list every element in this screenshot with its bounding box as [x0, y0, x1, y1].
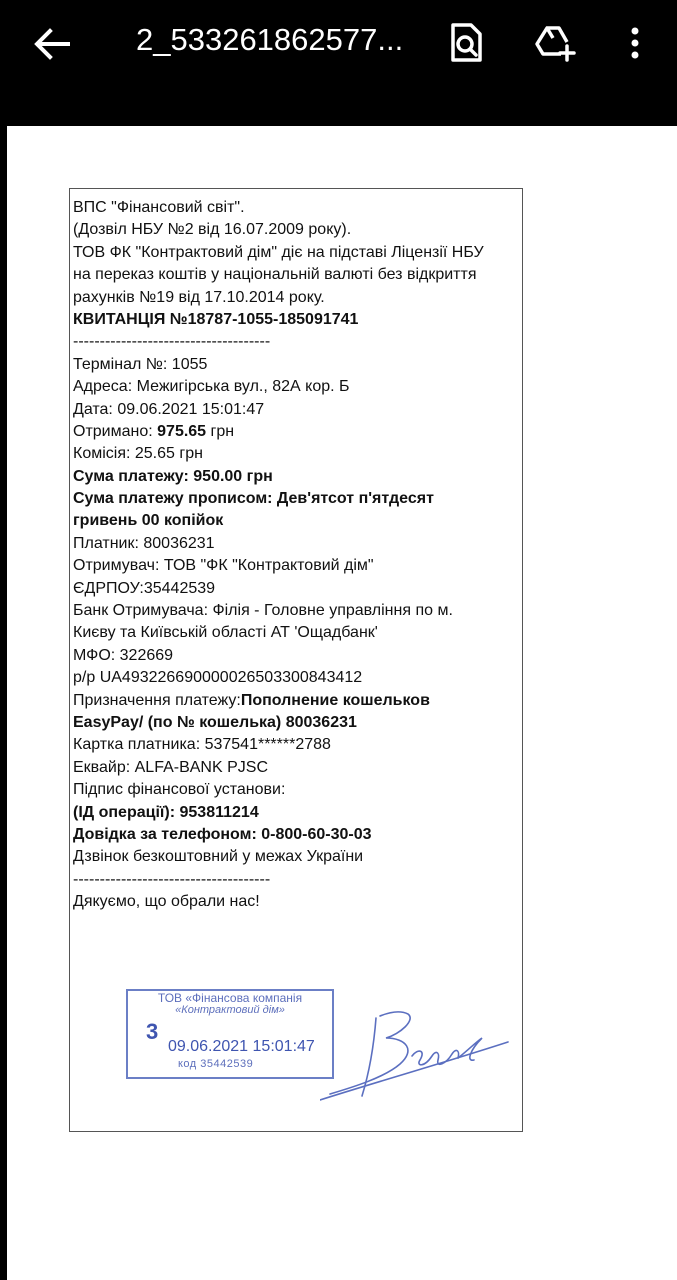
receipt-line: Адреса: Межигірська вул., 82А кор. Б — [73, 378, 350, 396]
receipt-line: гривень 00 копійок — [73, 512, 224, 530]
receipt-line: Отримувач: ТОВ "ФК "Контрактовий дім" — [73, 557, 374, 575]
receipt-line: МФО: 322669 — [73, 646, 174, 664]
receipt-line: ЄДРПОУ:35442539 — [73, 579, 216, 597]
find-in-document-button[interactable] — [446, 22, 486, 64]
receipt-line-part: Отримано: — [73, 422, 158, 440]
receipt-line: Сума платежу прописом: Дев'ятсот п'ятдесят — [73, 490, 434, 508]
more-vert-icon — [620, 22, 650, 64]
receipt-line: Картка платника: 537541******2788 — [73, 736, 331, 754]
receipt-line — [73, 421, 521, 443]
receipt-line-part: грн — [206, 422, 235, 440]
receipt-line: Підпис фінансової установи: — [73, 781, 286, 799]
receipt-line: рахунків №19 від 17.10.2014 року. — [73, 288, 325, 306]
receipt-line: на переказ коштів у національній валюті без відкриття — [73, 266, 477, 284]
add-to-drive-button[interactable] — [533, 22, 573, 64]
receipt-line: ------------------------------------- — [73, 870, 271, 888]
receipt-line: Києву та Київській області АТ 'Ощадбанк' — [73, 624, 378, 642]
stamp-org-line1: ТОВ «Фінансова компанія — [157, 991, 303, 1005]
receipt-line: (Дозвіл НБУ №2 від 16.07.2009 року). — [73, 221, 352, 239]
receipt-line: Платник: 80036231 — [73, 534, 215, 552]
company-stamp — [126, 989, 334, 1079]
stamp-org-line2: «Контрактовий дім» — [175, 1004, 285, 1016]
receipt-line: Довідка за телефоном: 0-800-60-30-03 — [73, 825, 372, 843]
receipt-line — [73, 690, 521, 712]
receipt-line: Дзвінок безкоштовний у межах України — [73, 848, 364, 866]
more-options-button[interactable] — [620, 22, 650, 64]
receipt-line: Термінал №: 1055 — [73, 355, 208, 373]
receipt-line: ВПС "Фінансовий світ". — [73, 199, 245, 216]
receipt-line: КВИТАНЦІЯ №18787-1055-185091741 — [73, 310, 359, 328]
document-page — [69, 188, 523, 1132]
receipt-line: Банк Отримувача: Філія - Головне управління по м. — [73, 602, 453, 620]
receipt-line: Сума платежу: 950.00 грн — [73, 467, 273, 485]
receipt-line: (ІД операції): 953811214 — [73, 803, 259, 821]
receipt-text — [73, 197, 521, 914]
receipt-line: р/р UA493226690000026503300843412 — [73, 669, 363, 687]
receipt-line: ТОВ ФК "Контрактовий дім" діє на підставі Ліцензії НБУ — [73, 243, 484, 261]
document-title: 2_533261862577... — [136, 22, 404, 57]
receipt-line-part: Пополнение кошельков — [240, 691, 430, 709]
receipt-line: Еквайр: ALFA-BANK PJSC — [73, 758, 268, 776]
add-to-drive-icon — [533, 22, 577, 64]
document-viewer[interactable] — [7, 126, 677, 1280]
receipt-line-part: Призначення платежу: — [73, 691, 241, 709]
stamp-datetime: 09.06.2021 15:01:47 — [168, 1038, 315, 1055]
receipt-line: Комісія: 25.65 грн — [73, 445, 203, 463]
search-in-document-icon — [446, 22, 486, 64]
receipt-line: ------------------------------------- — [73, 333, 271, 351]
receipt-line: EasyPay/ (по № кошелька) 80036231 — [73, 713, 357, 731]
stamp-code: код 35442539 — [178, 1058, 254, 1070]
stamp-number: 3 — [146, 1019, 159, 1044]
back-button[interactable] — [30, 26, 74, 62]
receipt-line: Дякуємо, що обрали нас! — [73, 893, 260, 911]
handwritten-signature — [320, 1004, 510, 1104]
receipt-line: Дата: 09.06.2021 15:01:47 — [73, 400, 265, 418]
arrow-back-icon — [30, 26, 74, 62]
receipt-line-part: 975.65 — [157, 422, 207, 440]
app-bar — [0, 0, 677, 126]
